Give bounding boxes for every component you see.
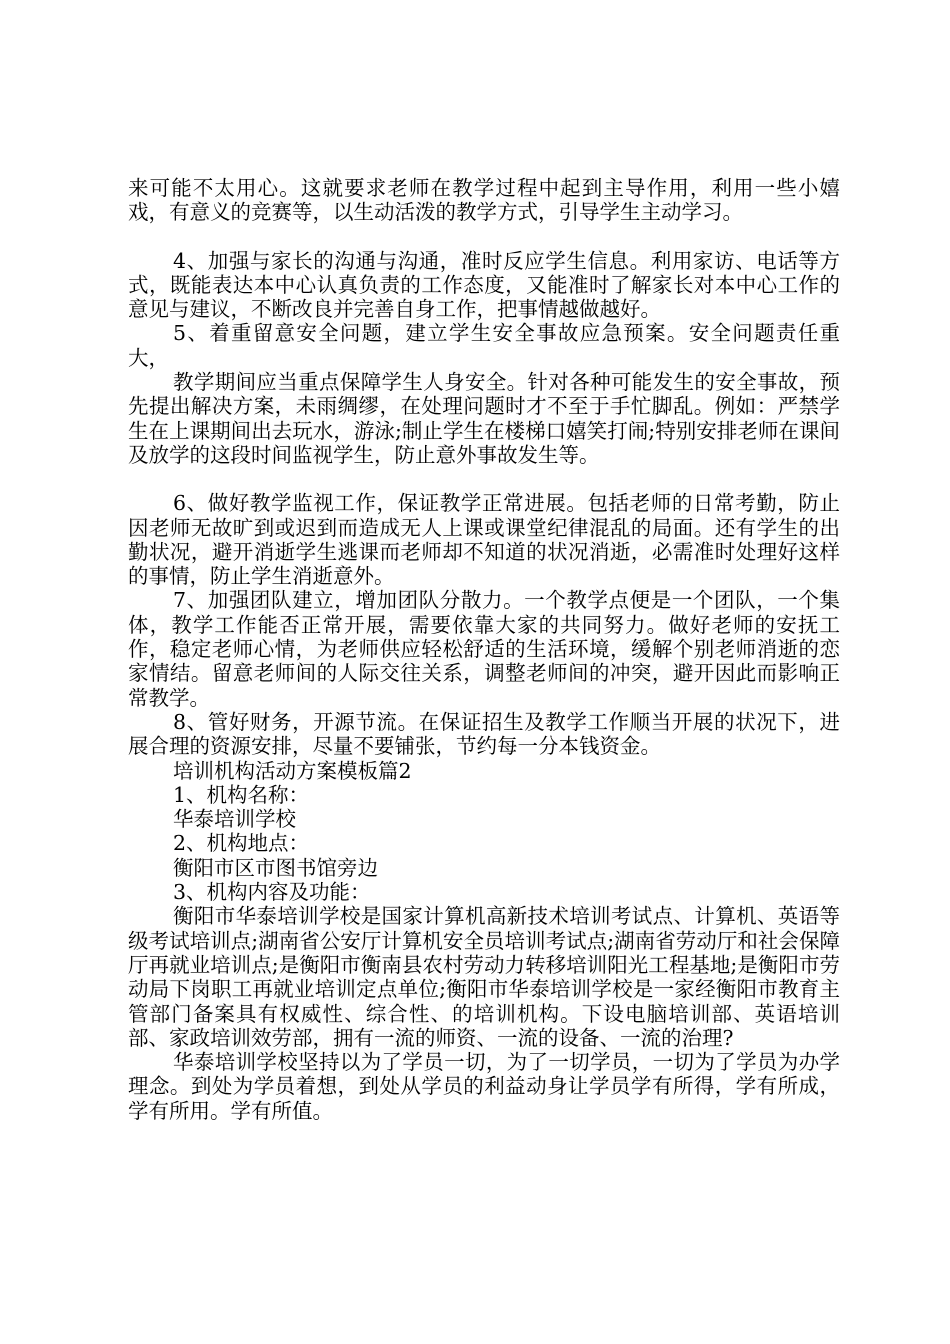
section-heading: 培训机构活动方案模板篇2 [173, 758, 412, 783]
field-value-location: 衡阳市区市图书馆旁边 [173, 855, 378, 880]
document-body [128, 176, 840, 1123]
paragraph-item-6: 6、做好教学监视工作，保证教学正常进展。包括老师的日常考勤，防止因老师无故旷到或迟到而造成无人上课或课堂纪律混乱的局面。还有学生的出勤状况，避开消逝学生逃课而老师却不知道的状况消逝，必需准时处理好这样的事情，防止学生消逝意外。 [128, 491, 840, 589]
field-value-name: 华泰培训学校 [173, 807, 296, 832]
paragraph-school-philosophy: 华泰培训学校坚持以为了学员一切，为了一切学员，一切为了学员为办学理念。到处为学员着想，到处从学员的利益动身让学员学有所得，学有所成，学有所用。学有所值。 [128, 1050, 840, 1123]
paragraph-item-7: 7、加强团队建立，增加团队分散力。一个教学点便是一个团队，一个集体，教学工作能否正常开展，需要依靠大家的共同努力。做好老师的安抚工作，稳定老师心情，为老师供应轻松舒适的生活环境，缓解个别老师消逝的恋家情结。留意老师间的人际交往关系，调整老师间的冲突，避开因此而影响正常教学。 [128, 588, 840, 710]
field-label-name: 1、机构名称： [173, 782, 310, 807]
paragraph-school-description: 衡阳市华泰培训学校是国家计算机高新技术培训考试点、计算机、英语等级考试培训点;湖南省公安厅计算机安全员培训考试点;湖南省劳动厅和社会保障厅再就业培训点;是衡阳市衡南县农村劳动力转移培训阳光工程基地;是衡阳市劳动局下岗职工再就业培训定点单位;衡阳市华泰培训学校是一家经衡阳市教育主管部门备案具有权威性、综合性、的培训机构。下设电脑培训部、英语培训部、家政培训效劳部，拥有一流的师资、一流的设备、一流的治理? [128, 904, 840, 1050]
paragraph-safety-detail: 教学期间应当重点保障学生人身安全。针对各种可能发生的安全事故，预先提出解决方案，未雨绸缪，在处理问题时才不至于手忙脚乱。例如：严禁学生在上课期间出去玩水，游泳;制止学生在楼梯口嬉笑打闹;特别安排老师在课间及放学的这段时间监视学生，防止意外事故发生等。 [128, 370, 840, 467]
paragraph-item-8: 8、管好财务，开源节流。在保证招生及教学工作顺当开展的状况下，进展合理的资源安排，尽量不要铺张，节约每一分本钱资金。 [128, 709, 840, 759]
paragraph-item-5: 5、着重留意安全问题，建立学生安全事故应急预案。安全问题责任重大， [128, 321, 840, 370]
field-label-location: 2、机构地点： [173, 831, 310, 856]
paragraph-continuation: 来可能不太用心。这就要求老师在教学过程中起到主导作用，利用一些小嬉戏，有意义的竞赛等，以生动活泼的教学方式，引导学生主动学习。 [128, 176, 840, 225]
field-label-content: 3、机构内容及功能： [173, 880, 371, 905]
paragraph-item-4: 4、加强与家长的沟通与沟通，准时反应学生信息。利用家访、电话等方式，既能表达本中心认真负责的工作态度，又能准时了解家长对本中心工作的意见与建议，不断改良并完善自身工作，把事情越做越好。 [128, 248, 840, 322]
